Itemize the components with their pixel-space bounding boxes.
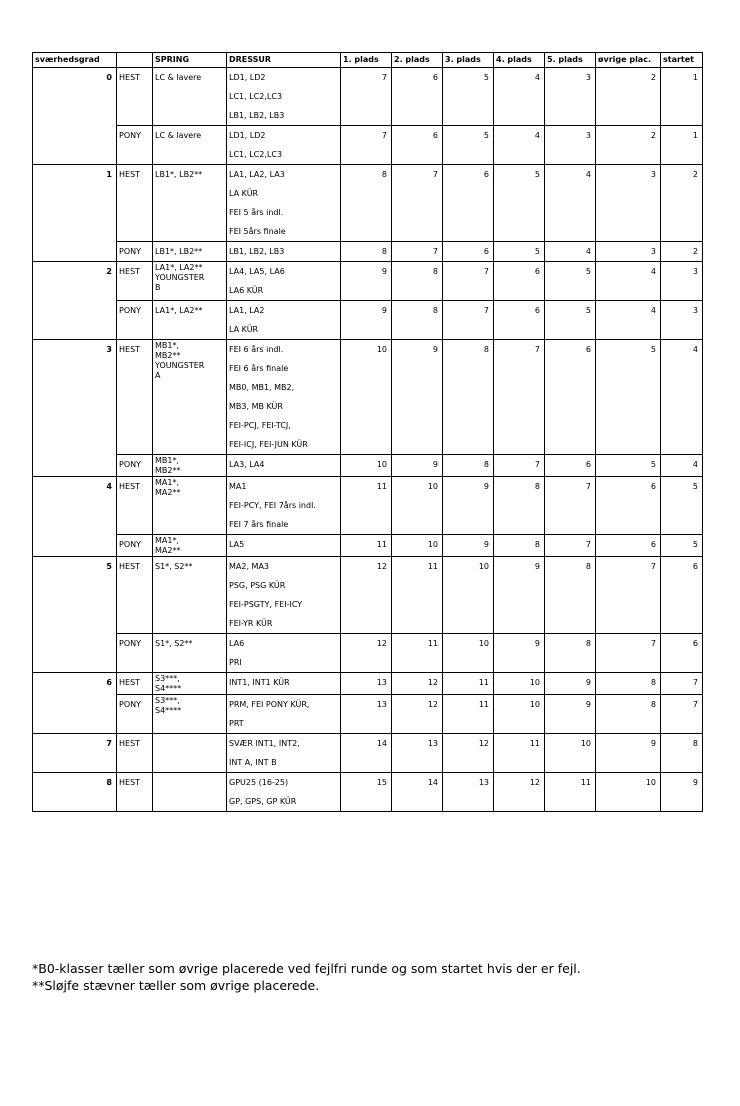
table-row — [33, 535, 703, 557]
points-value: 5 — [494, 165, 545, 242]
points-value: 5 — [443, 126, 494, 165]
points-value: 8 — [494, 535, 545, 557]
points-value: 13 — [341, 695, 392, 734]
points-value: 11 — [392, 634, 443, 673]
points-value: 10 — [443, 557, 494, 634]
points-value: 4 — [545, 165, 596, 242]
horse-type: PONY — [117, 301, 153, 340]
points-value: 9 — [392, 455, 443, 477]
points-value: 5 — [661, 535, 703, 557]
difficulty-level: 5 — [33, 557, 117, 673]
points-value: 6 — [545, 455, 596, 477]
horse-type: HEST — [117, 340, 153, 455]
column-header — [117, 53, 153, 68]
points-value: 8 — [392, 301, 443, 340]
points-value: 11 — [494, 734, 545, 773]
points-value: 8 — [443, 340, 494, 455]
points-value: 6 — [392, 68, 443, 126]
horse-type: PONY — [117, 535, 153, 557]
points-value: 5 — [596, 455, 661, 477]
table-row — [33, 126, 703, 165]
table-row — [33, 68, 703, 126]
points-value: 8 — [596, 695, 661, 734]
dressur-classes: GPU25 (16-25) GP, GPS, GP KÜR — [227, 773, 341, 812]
points-value: 8 — [545, 634, 596, 673]
column-header: 2. plads — [392, 53, 443, 68]
points-value: 9 — [443, 477, 494, 535]
horse-type: HEST — [117, 477, 153, 535]
points-value: 6 — [443, 165, 494, 242]
points-value: 8 — [545, 557, 596, 634]
footnotes — [32, 960, 722, 994]
placement-points-table — [32, 52, 703, 812]
points-value: 9 — [341, 301, 392, 340]
points-value: 9 — [443, 535, 494, 557]
points-value: 2 — [596, 68, 661, 126]
table-row — [33, 634, 703, 673]
column-header: øvrige plac. — [596, 53, 661, 68]
points-value: 7 — [392, 242, 443, 262]
points-value: 5 — [661, 477, 703, 535]
points-value: 7 — [494, 340, 545, 455]
dressur-classes: LA4, LA5, LA6 LA6 KÜR — [227, 262, 341, 301]
points-value: 10 — [392, 535, 443, 557]
points-value: 9 — [341, 262, 392, 301]
points-value: 7 — [341, 126, 392, 165]
dressur-classes: MA1 FEI-PCY, FEI 7års indl. FEI 7 års finale — [227, 477, 341, 535]
dressur-classes: LA3, LA4 — [227, 455, 341, 477]
spring-classes: LC & lavere — [153, 68, 227, 126]
points-value: 7 — [596, 634, 661, 673]
horse-type: HEST — [117, 68, 153, 126]
points-value: 6 — [661, 557, 703, 634]
points-value: 4 — [596, 301, 661, 340]
points-value: 11 — [443, 695, 494, 734]
dressur-classes: SVÆR INT1, INT2, INT A, INT B — [227, 734, 341, 773]
points-value: 10 — [596, 773, 661, 812]
spring-classes: S3***, S4**** — [153, 695, 227, 734]
column-header: 1. plads — [341, 53, 392, 68]
spring-classes: LC & lavere — [153, 126, 227, 165]
horse-type: HEST — [117, 262, 153, 301]
points-value: 3 — [545, 126, 596, 165]
column-header: 4. plads — [494, 53, 545, 68]
points-value: 9 — [545, 695, 596, 734]
dressur-classes: LA1, LA2 LA KÜR — [227, 301, 341, 340]
points-value: 14 — [341, 734, 392, 773]
dressur-classes: LD1, LD2 LC1, LC2,LC3 LB1, LB2, LB3 — [227, 68, 341, 126]
points-value: 7 — [392, 165, 443, 242]
points-value: 7 — [545, 535, 596, 557]
points-value: 3 — [545, 68, 596, 126]
table-row — [33, 734, 703, 773]
table-row — [33, 673, 703, 695]
points-value: 1 — [661, 126, 703, 165]
column-header: startet — [661, 53, 703, 68]
points-value: 11 — [341, 535, 392, 557]
points-value: 9 — [661, 773, 703, 812]
points-value: 11 — [392, 557, 443, 634]
points-value: 6 — [596, 535, 661, 557]
points-value: 10 — [341, 340, 392, 455]
horse-type: PONY — [117, 695, 153, 734]
dressur-classes: LD1, LD2 LC1, LC2,LC3 — [227, 126, 341, 165]
points-value: 10 — [341, 455, 392, 477]
points-value: 8 — [494, 477, 545, 535]
points-value: 7 — [596, 557, 661, 634]
points-value: 7 — [545, 477, 596, 535]
table-row — [33, 262, 703, 301]
horse-type: PONY — [117, 455, 153, 477]
spring-classes: LA1*, LA2** YOUNGSTER B — [153, 262, 227, 301]
points-value: 10 — [545, 734, 596, 773]
horse-type: HEST — [117, 734, 153, 773]
dressur-classes: MA2, MA3 PSG, PSG KÜR FEI-PSGTY, FEI-ICY FEI-YR KÜR — [227, 557, 341, 634]
points-value: 12 — [341, 634, 392, 673]
points-value: 3 — [596, 242, 661, 262]
points-value: 7 — [661, 673, 703, 695]
points-value: 11 — [443, 673, 494, 695]
footnote-1: *B0-klasser tæller som øvrige placerede ved fejlfri runde og som startet hvis der er fejl. — [32, 961, 581, 976]
points-value: 4 — [596, 262, 661, 301]
table-row — [33, 165, 703, 242]
points-value: 4 — [661, 340, 703, 455]
points-value: 6 — [494, 262, 545, 301]
points-value: 8 — [341, 242, 392, 262]
points-value: 10 — [392, 477, 443, 535]
points-value: 9 — [392, 340, 443, 455]
difficulty-level: 1 — [33, 165, 117, 262]
points-value: 13 — [443, 773, 494, 812]
points-value: 6 — [545, 340, 596, 455]
column-header: 5. plads — [545, 53, 596, 68]
points-value: 5 — [545, 262, 596, 301]
table-row — [33, 242, 703, 262]
points-value: 6 — [596, 477, 661, 535]
column-header: sværhedsgrad — [33, 53, 117, 68]
points-value: 15 — [341, 773, 392, 812]
spring-classes — [153, 773, 227, 812]
spring-classes: LB1*, LB2** — [153, 242, 227, 262]
difficulty-level: 4 — [33, 477, 117, 557]
points-value: 11 — [545, 773, 596, 812]
points-value: 9 — [596, 734, 661, 773]
points-value: 10 — [494, 673, 545, 695]
points-value: 11 — [341, 477, 392, 535]
difficulty-level: 3 — [33, 340, 117, 477]
points-value: 8 — [341, 165, 392, 242]
spring-classes: MA1*, MA2** — [153, 535, 227, 557]
points-value: 9 — [545, 673, 596, 695]
points-value: 13 — [392, 734, 443, 773]
points-value: 3 — [596, 165, 661, 242]
points-value: 9 — [494, 634, 545, 673]
points-value: 2 — [661, 242, 703, 262]
points-value: 9 — [494, 557, 545, 634]
points-value: 12 — [392, 695, 443, 734]
table-row — [33, 301, 703, 340]
points-value: 4 — [494, 126, 545, 165]
points-value: 7 — [443, 301, 494, 340]
horse-type: HEST — [117, 773, 153, 812]
difficulty-level: 2 — [33, 262, 117, 340]
points-value: 6 — [443, 242, 494, 262]
points-value: 6 — [661, 634, 703, 673]
points-value: 2 — [596, 126, 661, 165]
horse-type: PONY — [117, 242, 153, 262]
difficulty-level: 6 — [33, 673, 117, 734]
column-header: 3. plads — [443, 53, 494, 68]
points-value: 1 — [661, 68, 703, 126]
points-value: 4 — [661, 455, 703, 477]
horse-type: PONY — [117, 126, 153, 165]
points-value: 7 — [661, 695, 703, 734]
dressur-classes: FEI 6 års indl. FEI 6 års finale MB0, MB1, MB2, MB3, MB KÜR FEI-PCJ, FEI-TCJ, FEI-ICJ, FEI-JUN KÜR — [227, 340, 341, 455]
spring-classes: S1*, S2** — [153, 634, 227, 673]
column-header: DRESSUR — [227, 53, 341, 68]
dressur-classes: LB1, LB2, LB3 — [227, 242, 341, 262]
points-value: 8 — [443, 455, 494, 477]
points-value: 8 — [596, 673, 661, 695]
points-value: 4 — [545, 242, 596, 262]
points-value: 14 — [392, 773, 443, 812]
points-value: 10 — [443, 634, 494, 673]
points-value: 4 — [494, 68, 545, 126]
table-row — [33, 477, 703, 535]
spring-classes: S3***, S4**** — [153, 673, 227, 695]
points-value: 5 — [545, 301, 596, 340]
table-row — [33, 773, 703, 812]
horse-type: HEST — [117, 165, 153, 242]
difficulty-level: 0 — [33, 68, 117, 165]
difficulty-level: 8 — [33, 773, 117, 812]
table-row — [33, 340, 703, 455]
spring-classes: MB1*, MB2** YOUNGSTER A — [153, 340, 227, 455]
points-value: 8 — [392, 262, 443, 301]
points-value: 5 — [443, 68, 494, 126]
dressur-classes: LA6 PRI — [227, 634, 341, 673]
points-value: 12 — [494, 773, 545, 812]
horse-type: HEST — [117, 557, 153, 634]
points-value: 2 — [661, 165, 703, 242]
spring-classes: MB1*, MB2** — [153, 455, 227, 477]
points-value: 12 — [341, 557, 392, 634]
spring-classes: MA1*, MA2** — [153, 477, 227, 535]
points-value: 5 — [596, 340, 661, 455]
spring-classes: S1*, S2** — [153, 557, 227, 634]
points-value: 5 — [494, 242, 545, 262]
points-value: 6 — [494, 301, 545, 340]
points-value: 13 — [341, 673, 392, 695]
points-value: 12 — [392, 673, 443, 695]
points-value: 12 — [443, 734, 494, 773]
table-row — [33, 557, 703, 634]
dressur-classes: LA5 — [227, 535, 341, 557]
dressur-classes: INT1, INT1 KÜR — [227, 673, 341, 695]
dressur-classes: PRM, FEI PONY KÜR, PRT — [227, 695, 341, 734]
spring-classes: LA1*, LA2** — [153, 301, 227, 340]
spring-classes — [153, 734, 227, 773]
horse-type: PONY — [117, 634, 153, 673]
table-row — [33, 695, 703, 734]
points-value: 10 — [494, 695, 545, 734]
footnote-2: **Sløjfe stævner tæller som øvrige placerede. — [32, 978, 320, 993]
points-value: 7 — [494, 455, 545, 477]
points-value: 3 — [661, 301, 703, 340]
horse-type: HEST — [117, 673, 153, 695]
difficulty-level: 7 — [33, 734, 117, 773]
points-value: 7 — [443, 262, 494, 301]
header-row — [33, 53, 703, 68]
points-value: 8 — [661, 734, 703, 773]
points-value: 7 — [341, 68, 392, 126]
points-value: 6 — [392, 126, 443, 165]
dressur-classes: LA1, LA2, LA3 LA KÜR FEI 5 års indl. FEI 5års finale — [227, 165, 341, 242]
points-value: 3 — [661, 262, 703, 301]
spring-classes: LB1*, LB2** — [153, 165, 227, 242]
column-header: SPRING — [153, 53, 227, 68]
table-row — [33, 455, 703, 477]
